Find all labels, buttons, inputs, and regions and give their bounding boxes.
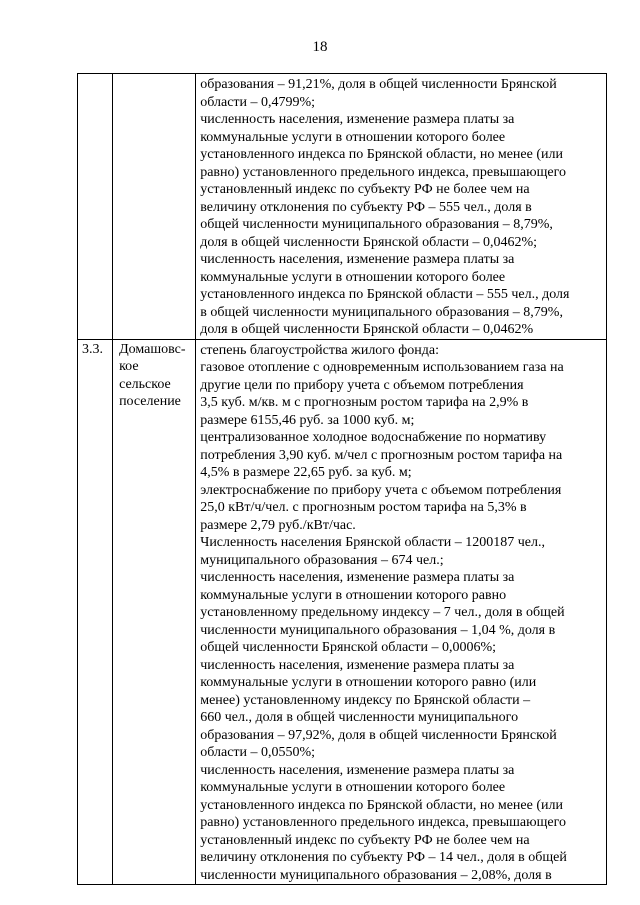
description-line: численности муниципального образования – 1,04 %, доля в xyxy=(200,622,556,638)
description-line: 660 чел., доля в общей численности муниципального xyxy=(200,710,519,725)
description-line: численность населения, изменение размера платы за xyxy=(200,570,515,585)
description-line: другие цели по прибору учета с объемом потребления xyxy=(200,377,524,393)
description-line: равно) установленного предельного индекса, превышающего xyxy=(200,815,566,830)
description-line: потребления 3,90 куб. м/чел с прогнозным ростом тарифа на xyxy=(200,447,563,463)
row-number: 3.3. xyxy=(82,341,103,357)
description-line: коммунальные услуги в отношении которого равно xyxy=(200,587,507,603)
page-number: 18 xyxy=(312,39,328,55)
description-line: установленному предельному индексу – 7 чел., доля в общей xyxy=(200,605,565,620)
row-name-cell xyxy=(113,339,196,885)
description-line: доля в общей численности Брянской области – 0,0462%; xyxy=(200,234,538,250)
description-line: централизованное холодное водоснабжение по нормативу xyxy=(200,430,547,445)
settlement-name-line: поселение xyxy=(119,394,181,409)
description-line: размере 6155,46 руб. за 1000 куб. м; xyxy=(200,412,415,428)
description-line: области – 0,0550%; xyxy=(200,745,316,760)
settlement-name-line: кое xyxy=(119,359,139,374)
settlement-name-line: сельское xyxy=(119,376,171,392)
description-line: Численность населения Брянской области – 1200187 чел., xyxy=(200,535,546,550)
description-line: муниципального образования – 674 чел.; xyxy=(200,552,444,568)
description-line: в общей численности муниципального образования – 8,79%, xyxy=(200,304,563,320)
description-line: равно) установленного предельного индекса, превышающего xyxy=(200,164,566,180)
table-row xyxy=(78,339,607,885)
description-line: величину отклонения по субъекту РФ – 555 чел., доля в xyxy=(200,199,532,215)
description-line: общей численности муниципального образования – 8,79%, xyxy=(200,217,553,232)
description-line: численность населения, изменение размера платы за xyxy=(200,762,515,778)
description-line: электроснабжение по прибору учета с объемом потребления xyxy=(200,482,562,498)
description-line: установленный индекс по субъекту РФ не более чем на xyxy=(200,182,530,197)
description-line: установленного индекса по Брянской области – 555 чел., доля xyxy=(200,287,570,302)
description-line: установленного индекса по Брянской области, но менее (или xyxy=(200,147,563,162)
row-name-cell xyxy=(113,74,196,340)
description-line: области – 0,4799%; xyxy=(200,94,316,110)
description-line: численность населения, изменение размера платы за xyxy=(200,112,515,127)
data-table xyxy=(77,73,607,885)
description-line: общей численности Брянской области – 0,0006%; xyxy=(200,640,497,655)
description-line: менее) установленному индексу по Брянской области – xyxy=(200,692,531,708)
description-line: численность населения, изменение размера платы за xyxy=(200,252,515,267)
description-line: 4,5% в размере 22,65 руб. за куб. м; xyxy=(200,465,412,480)
description-line: 25,0 кВт/ч/чел. с прогнозным ростом тарифа на 5,3% в xyxy=(200,500,527,515)
description-line: коммунальные услуги в отношении которого более xyxy=(200,129,506,145)
description-line: степень благоустройства жилого фонда: xyxy=(200,342,439,358)
description-line: образования – 91,21%, доля в общей численности Брянской xyxy=(200,77,557,92)
description-line: 3,5 куб. м/кв. м с прогнозным ростом тарифа на 2,9% в xyxy=(200,395,529,410)
description-line: образования – 97,92%, доля в общей численности Брянской xyxy=(200,727,557,743)
description-line: численности муниципального образования – 2,08%, доля в xyxy=(200,867,552,883)
description-line: установленный индекс по субъекту РФ не более чем на xyxy=(200,832,530,848)
description-line: коммунальные услуги в отношении которого более xyxy=(200,780,506,795)
description-line: установленного индекса по Брянской области, но менее (или xyxy=(200,797,563,813)
table-row xyxy=(78,74,607,340)
description-line: доля в общей численности Брянской области – 0,0462% xyxy=(200,322,534,337)
row-number-cell xyxy=(78,74,113,340)
row-description-cell xyxy=(196,74,607,340)
row-number-cell xyxy=(78,339,113,885)
description-line: численность населения, изменение размера платы за xyxy=(200,657,515,673)
description-line: размере 2,79 руб./кВт/час. xyxy=(200,517,356,533)
description-line: газовое отопление с одновременным использованием газа на xyxy=(200,360,564,375)
settlement-name-line: Домашовс- xyxy=(119,341,186,357)
description-line: величину отклонения по субъекту РФ – 14 чел., доля в общей xyxy=(200,850,567,865)
description-line: коммунальные услуги в отношении которого равно (или xyxy=(200,675,537,690)
description-line: коммунальные услуги в отношении которого более xyxy=(200,269,506,285)
row-description-cell xyxy=(196,339,607,885)
